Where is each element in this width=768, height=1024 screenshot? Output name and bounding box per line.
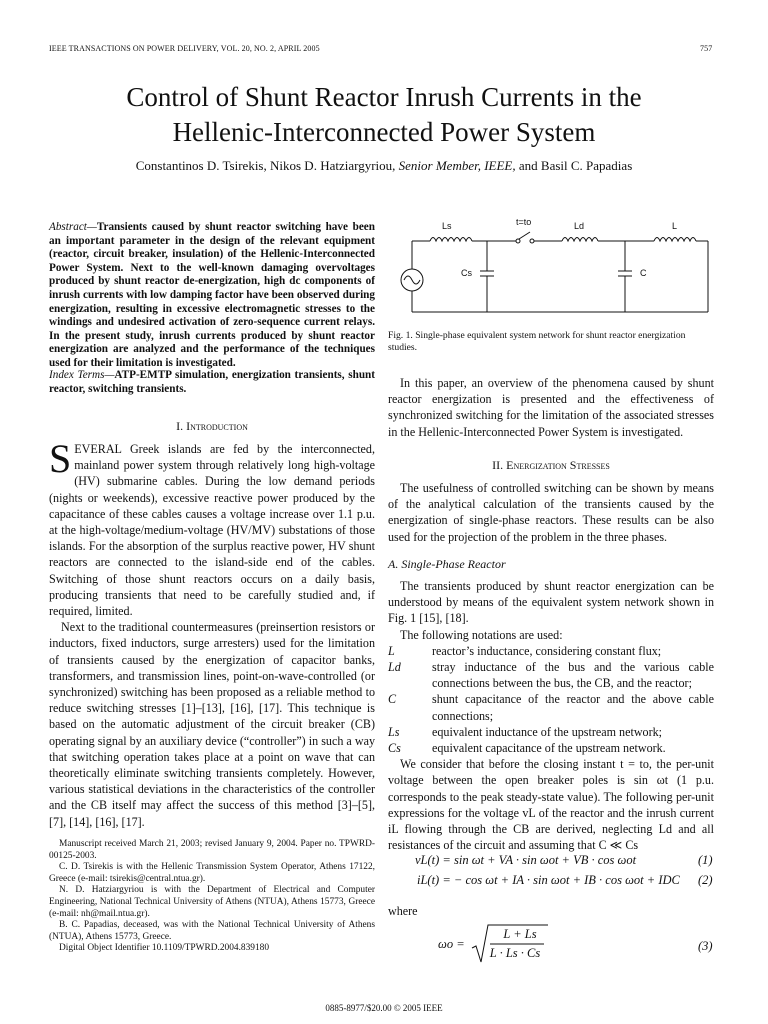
usefulness-paragraph: The usefulness of controlled switching can be shown by means of the analytical calculation of the transients caused by the energization of single-phase reactors. These results can be also used for the projection of the problem in the three phases.	[388, 481, 714, 544]
subsection-title: A. Single-Phase Reactor	[388, 556, 506, 571]
notation-list	[388, 643, 714, 756]
index-terms-text: ATP-EMTP simulation, energization transients, shunt reactor, switching transients.	[49, 369, 375, 395]
inductor-ld-coil	[562, 238, 598, 242]
notation-symbol: L	[388, 643, 395, 658]
sine-wave-icon	[404, 276, 420, 284]
intro-paragraph-1	[49, 436, 375, 619]
abstract	[49, 221, 375, 371]
author-list	[0, 158, 768, 174]
notation-symbol: Ls	[388, 724, 400, 739]
inductor-l-coil	[654, 238, 696, 242]
notation-symbol: Ld	[388, 660, 401, 675]
abstract-label: Abstract—	[49, 221, 97, 233]
notation-symbol: C	[388, 692, 397, 707]
introduction-body	[49, 436, 375, 830]
figure-1-circuit	[392, 214, 720, 322]
equation-3-number: (3)	[698, 939, 713, 953]
equation-2: iL(t) = − cos ωt + IA · sin ωot + IB · cos ωot + IDC	[417, 873, 680, 887]
equation-3-denominator: L · Ls · Cs	[489, 946, 541, 960]
abstract-text: Transients caused by shunt reactor switching have been an important parameter in the design of the relevant equipment (reactor, circuit breaker, insulation) of the Hellenic-Interconnected Power System. Next to the well-known damaging overvoltages produced by shunt reactor de-energization, high dc components of inrush currents with low damping factor have been observed during energization, resulting in excessive electromagnetic stresses to the windings and undesired activation of zero-sequence current relays. In the present study, inrush currents produced by shunt reactor energization are analyzed and the performance of the techniques used for their limitation is investigated.	[49, 221, 375, 369]
footnote-tsirekis: C. D. Tsirekis is with the Hellenic Transmission System Operator, Athens 17122, Greece (e-mail: tsirekis@central.ntua.gr).	[49, 862, 375, 884]
drop-cap: S	[49, 436, 72, 481]
section-2-title: II. Energization Stresses	[492, 457, 610, 472]
figure-1-caption: Fig. 1. Single-phase equivalent system network for shunt reactor energization studies.	[388, 330, 686, 353]
label-ld: Ld	[574, 221, 585, 231]
notation-item	[388, 659, 714, 691]
notation-text: stray inductance of the bus and the various cable connections between the bus, the CB, and the reactor;	[432, 660, 714, 691]
notation-item	[388, 691, 714, 723]
notation-text: equivalent inductance of the upstream network;	[432, 724, 663, 739]
label-ls: Ls	[442, 221, 452, 231]
inductor-ls-coil	[430, 238, 472, 242]
where-label: where	[388, 904, 418, 918]
equation-3-numerator: L + Ls	[503, 927, 537, 941]
equation-1: vL(t) = sin ωt + VA · sin ωot + VB · cos ωot	[415, 853, 637, 867]
switch-contact-left	[516, 239, 520, 243]
notation-intro: The following notations are used:	[400, 627, 563, 642]
footnotes	[49, 839, 375, 955]
notation-item	[388, 724, 714, 740]
footnote-received: Manuscript received March 21, 2003; revised January 9, 2004. Paper no. TPWRD-00125-2003.	[49, 839, 375, 861]
label-c: C	[640, 268, 647, 278]
footnote-hatziargyriou: N. D. Hatziargyriou is with the Department of Electrical and Computer Engineering, National Technical University of Athens (NTUA), Athens 15773, Greece (e-mail: nh@mail.ntua.gr).	[49, 885, 375, 919]
notation-symbol: Cs	[388, 741, 401, 756]
authors-a: Constantinos D. Tsirekis, Nikos D. Hatziargyriou,	[135, 158, 396, 173]
label-switch: t=to	[516, 217, 532, 227]
section-1-title: I. Introduction	[176, 419, 248, 433]
transients-paragraph: The transients produced by shunt reactor energization can be understood by means of the equivalent system network shown in Fig. 1 [15], [18].	[388, 579, 714, 626]
journal-header: IEEE TRANSACTIONS ON POWER DELIVERY, VOL. 20, NO. 2, APRIL 2005	[49, 44, 320, 53]
equation-1-number: (1)	[698, 853, 713, 867]
intro-overview-paragraph: In this paper, an overview of the phenomena caused by shunt reactor energization is presented and the effectiveness of synchronized switching for the limitation of the associated stresses in the Hellenic-Interconnected Power System is investigated.	[388, 376, 714, 439]
title-line-2: Hellenic-Interconnected Power System	[172, 117, 596, 147]
consider-paragraph: We consider that before the closing instant t = to, the per-unit voltage between the open breaker poles is sin ωt (1 p.u. corresponds to the peak steady-state value). The following per-unit expressions for the voltage vL of the reactor and the inrush current iL flowing through the CB are derived, neglecting Ld and all resistances of the circuit and assuming that C ≪ Cs	[388, 757, 714, 853]
page-number: 757	[700, 44, 713, 53]
intro-p1-text: EVERAL Greek islands are fed by the interconnected, mainland power system through relatively long high-voltage (HV) submarine cables. During the low demand periods (nights or weekends), excessive reactive power produced by the capacitance of these cables causes a voltage increase over 1.1 p.u. at the high-voltage/medium-voltage (HV/MV) substations of those islands. For the absorption of the surplus reactive power, HV shunt reactors are connected to the island-side end of the cables. Switching of those shunt reactors occurs on a daily basis, producing transients that need to be carefully studied and, if required, limited.	[49, 442, 375, 619]
notation-text: shunt capacitance of the reactor and the above cable connections;	[432, 692, 714, 723]
footnote-papadias: B. C. Papadias, deceased, was with the National Technical University of Athens (NTUA), Athens 15773, Greece.	[49, 920, 375, 942]
notation-text: equivalent capacitance of the upstream network.	[432, 741, 666, 756]
intro-paragraph-2: Next to the traditional countermeasures (preinsertion resistors or inductors, fixed inductors, surge arresters) used for the limitation of transients caused by the energization of capacitor banks, transformers, and transmission lines, point-on-wave-controlled (or synchronized) switching has been proposed as a reliable method to reduce switching stresses [1]–[13], [16], [17]. This technique is based on the automatic adjustment of the circuit breaker (CB) operating signal by an auxiliary device (“controller”) in such a way that switching operation takes place at a point on wave that can theoretically eliminate switching transients completely. However, various statistical deviations in the characteristics of the controller and the CB itself may affect the success of this method [3]–[5], [7], [14], [16], [17].	[49, 620, 375, 829]
paper-title	[0, 80, 768, 150]
authors-b: and Basil C. Papadias	[518, 158, 633, 173]
index-terms-label: Index Terms—	[49, 369, 115, 381]
notation-item	[388, 643, 714, 659]
title-line-1: Control of Shunt Reactor Inrush Currents in the	[126, 82, 642, 112]
copyright-footer: 0885-8977/$20.00 © 2005 IEEE	[325, 1003, 443, 1013]
label-l: L	[672, 221, 678, 231]
equation-3-lhs: ωo =	[438, 937, 465, 951]
index-terms	[49, 369, 375, 396]
right-column-body	[388, 375, 714, 853]
equation-2-number: (2)	[698, 873, 713, 887]
label-cs: Cs	[461, 268, 472, 278]
notation-text: reactor’s inductance, considering constant flux;	[432, 643, 662, 658]
notation-item	[388, 740, 714, 756]
authors-role: Senior Member, IEEE,	[398, 158, 516, 173]
switch-contact-right	[530, 239, 534, 243]
footnote-doi: Digital Object Identifier 10.1109/TPWRD.2004.839180	[59, 943, 270, 954]
switch-blade	[519, 232, 530, 239]
